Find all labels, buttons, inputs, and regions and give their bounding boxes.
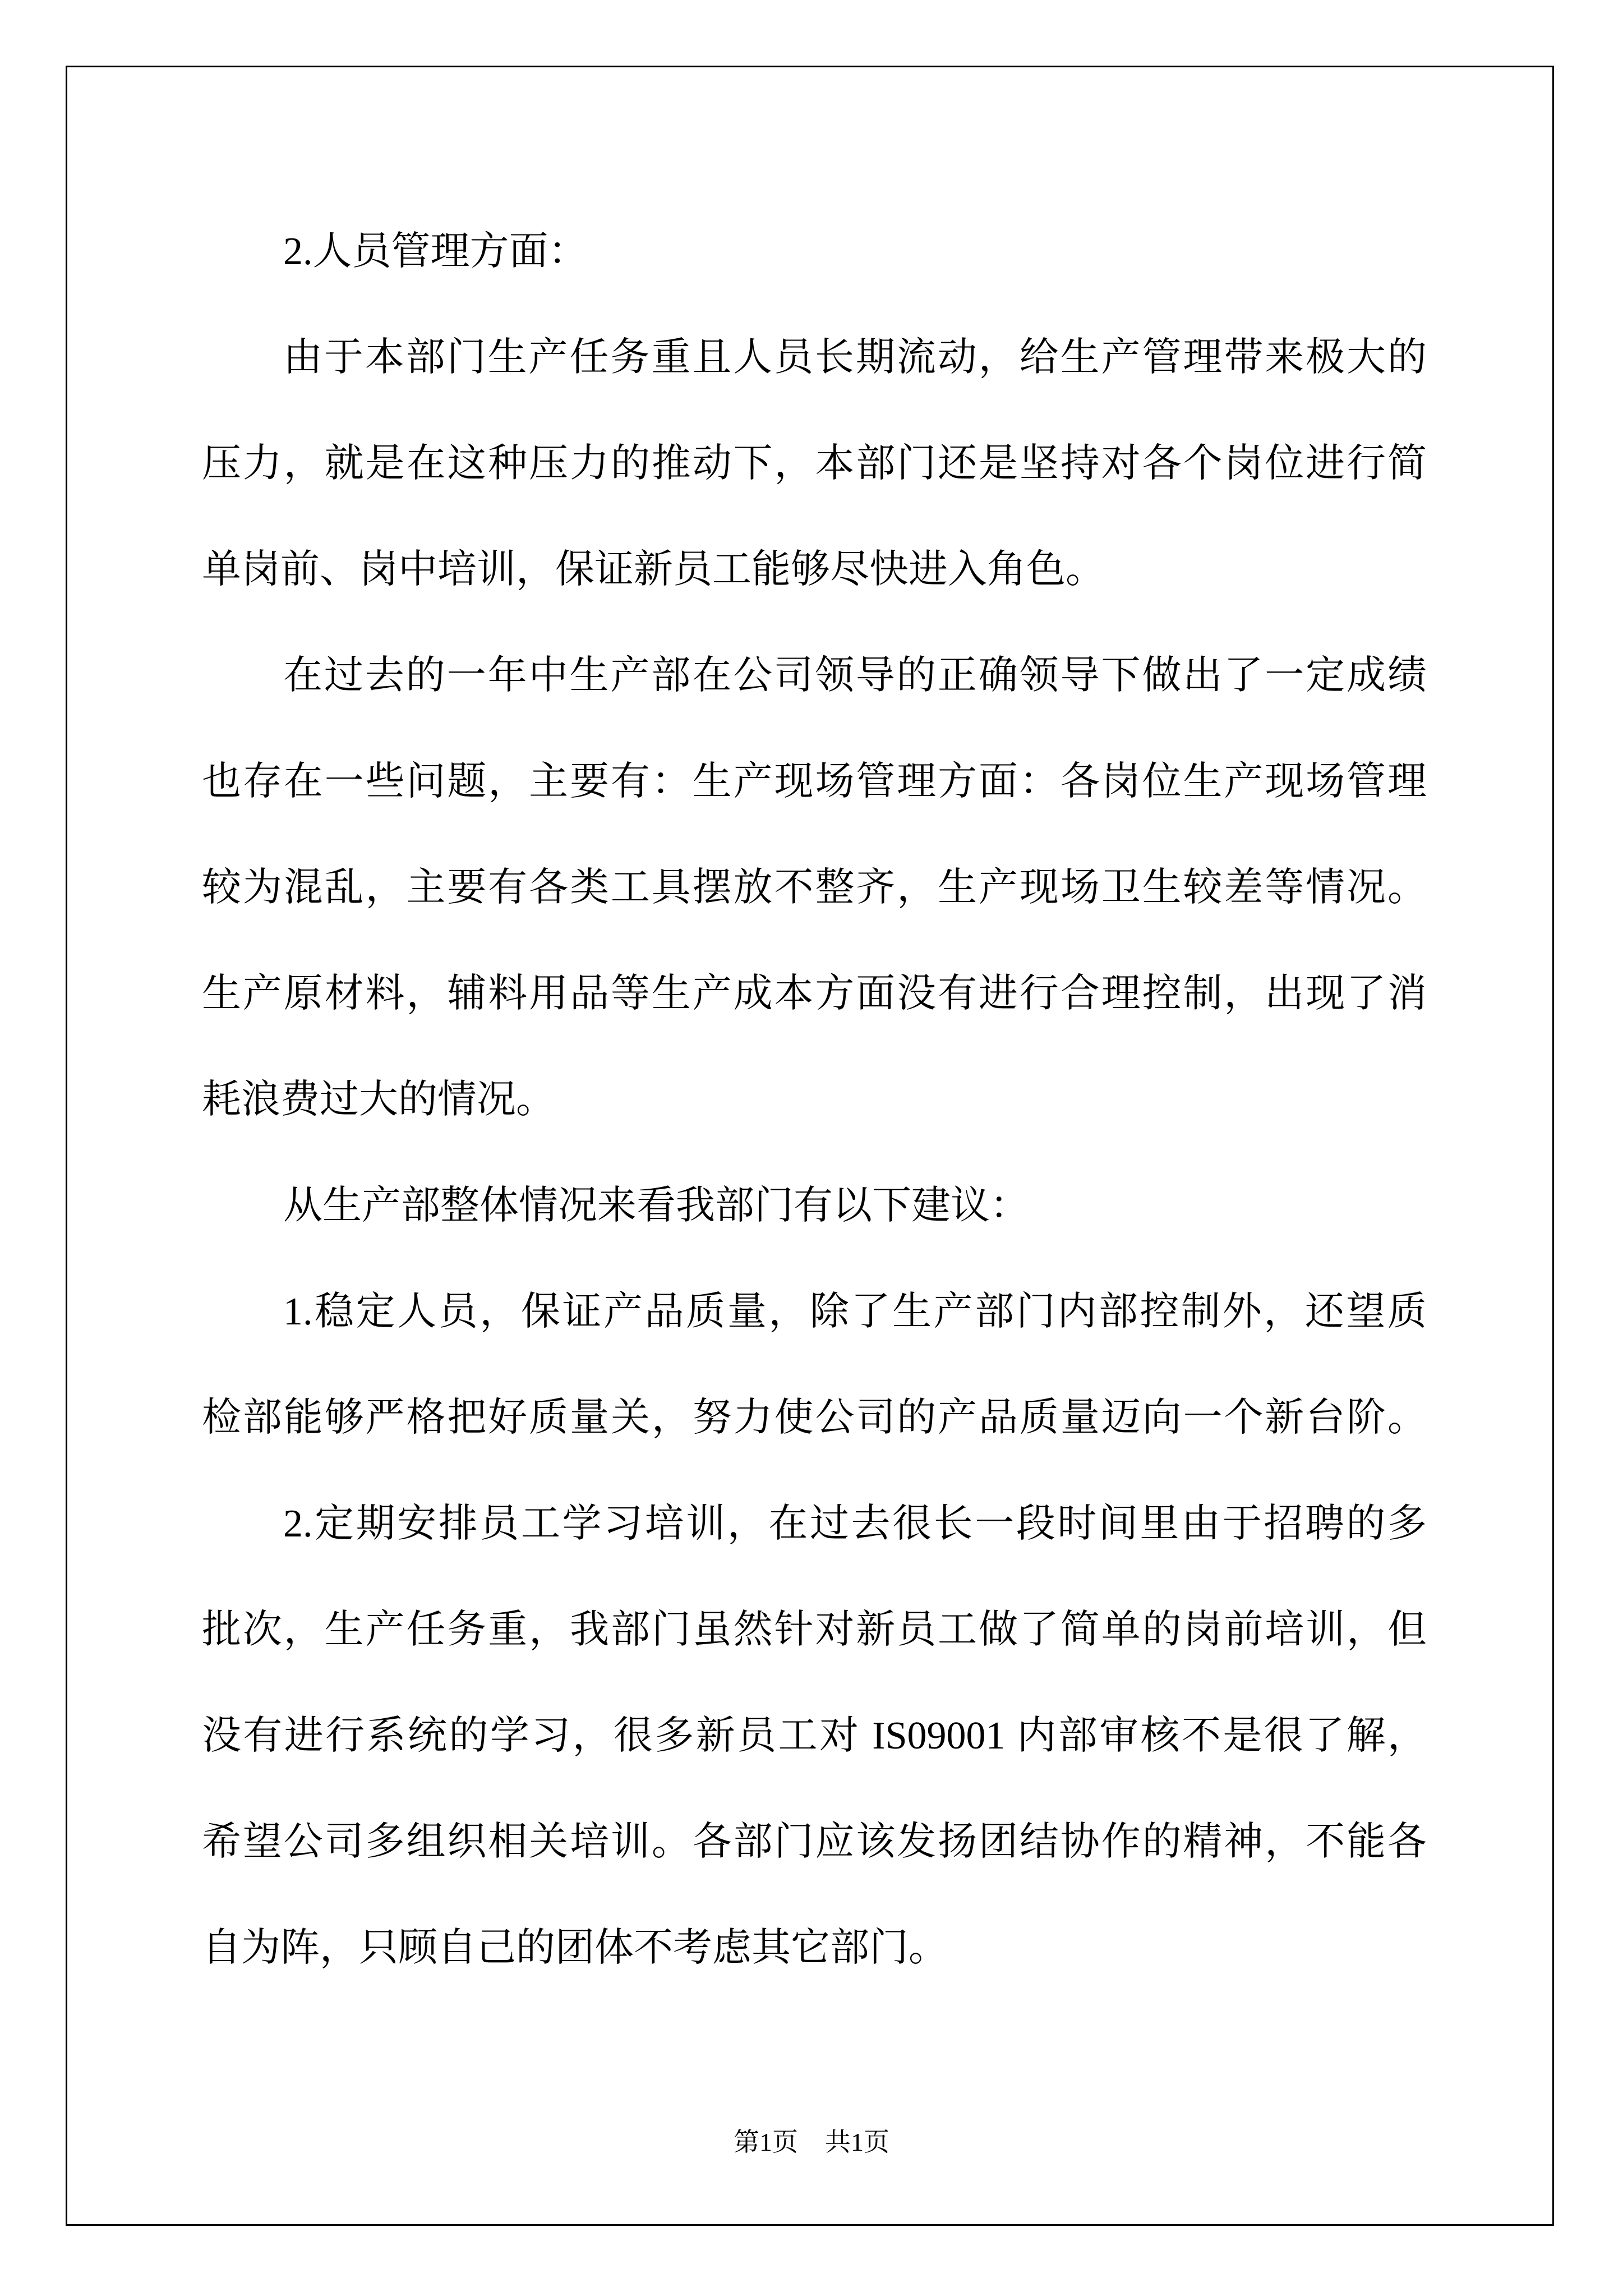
document-body [202,199,1427,2001]
text-line: 由于本部门生产任务重且人员长期流动，给生产管理带来极大的 [283,336,1427,379]
page-footer [0,2125,1623,2159]
text-line: 没有进行系统的学习，很多新员工对 IS09001 内部审核不是很了解， [202,1714,1427,1757]
text-line: 2.人员管理方面： [283,230,588,273]
text-line: 希望公司多组织相关培训。各部门应该发扬团结协作的精神，不能各 [202,1820,1427,1864]
page-number: 第1页 [734,2128,798,2156]
text-line: 较为混乱，主要有各类工具摆放不整齐，生产现场卫生较差等情况。 [202,866,1427,909]
paragraph-suggestion-2 [202,1471,1427,2001]
text-line: 从生产部整体情况来看我部门有以下建议： [283,1184,1029,1227]
text-line: 自为阵，只顾自己的团体不考虑其它部门。 [202,1926,948,1970]
text-line: 也存在一些问题，主要有：生产现场管理方面：各岗位生产现场管理 [202,760,1427,803]
page-total: 共1页 [825,2128,889,2156]
text-line: 压力，就是在这种压力的推动下，本部门还是坚持对各个岗位进行简 [202,442,1427,485]
text-line: 2.定期安排员工学习培训，在过去很长一段时间里由于招聘的多 [283,1502,1427,1545]
paragraph-heading-personnel [202,199,1427,305]
text-line: 单岗前、岗中培训，保证新员工能够尽快进入角色。 [202,548,1105,591]
paragraph-suggestion-1 [202,1259,1427,1471]
paragraph-suggestions-intro [202,1153,1427,1259]
paragraph [202,305,1427,623]
text-line: 批次，生产任务重，我部门虽然针对新员工做了简单的岗前培训，但 [202,1608,1427,1651]
text-line: 在过去的一年中生产部在公司领导的正确领导下做出了一定成绩 [283,654,1427,697]
text-line: 生产原材料，辅料用品等生产成本方面没有进行合理控制，出现了消 [202,972,1427,1015]
text-line: 检部能够严格把好质量关，努力使公司的产品质量迈向一个新台阶。 [202,1396,1427,1439]
text-line: 1.稳定人员，保证产品质量，除了生产部门内部控制外，还望质 [283,1290,1427,1333]
text-line: 耗浪费过大的情况。 [202,1078,555,1121]
paragraph [202,623,1427,1153]
